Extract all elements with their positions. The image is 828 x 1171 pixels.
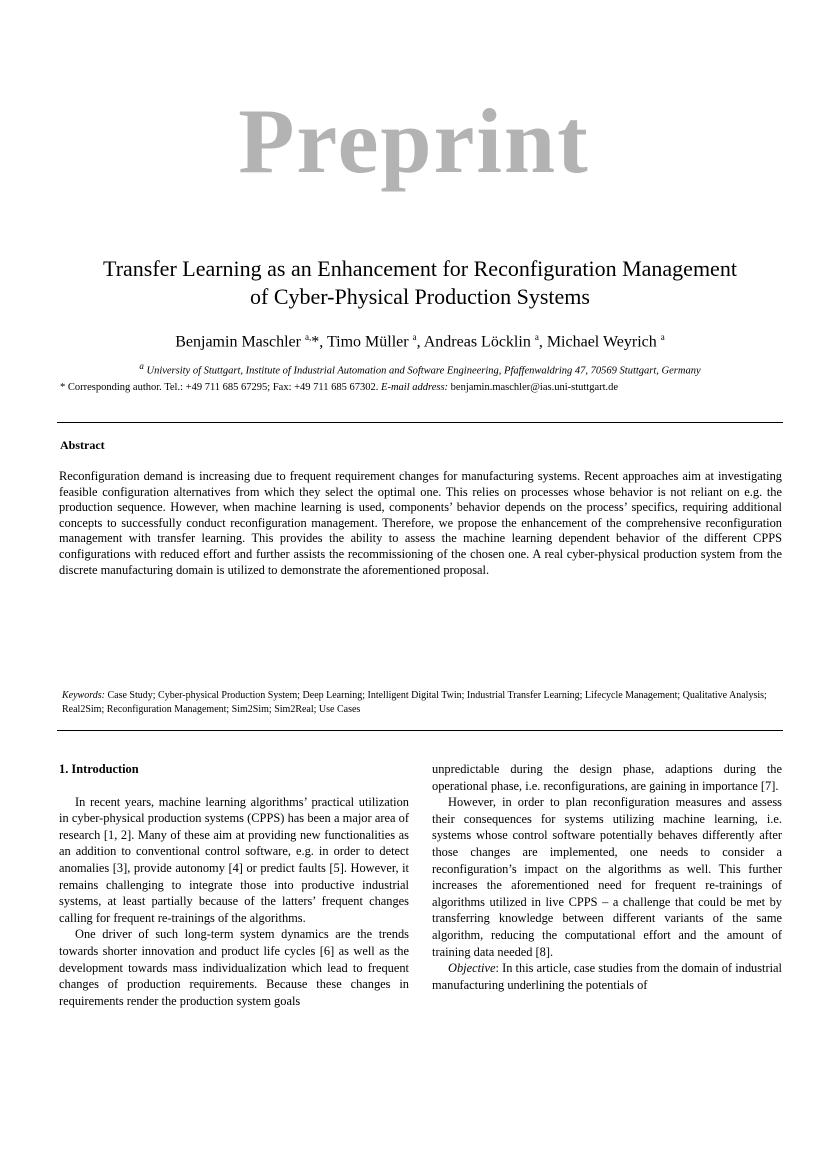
keywords — [62, 689, 782, 717]
email-label: E-mail address: — [381, 382, 449, 393]
abstract-text: Reconfiguration demand is increasing due to frequent requirement changes for manufacturing systems. Recent approaches aim at investigating feasible configuration alternatives from which they select the optimal one. This relies on processes whose behavior is not reliant on e.g. the production sequence. However, when machine learning is used, components’ behavior depends on the process’ specifics, requiring additional concepts to successfully conduct reconfiguration management. Therefore, we propose the enhancement of the comprehensive reconfiguration management with transfer learning. This provides the ability to assess the machine learning dependent behavior of the different CPPS configurations with reduced effort and further assists the recommissioning of the chosen one. A real cyber-physical production system from the discrete manufacturing domain is utilized to demonstrate the aforementioned proposal. — [59, 469, 782, 577]
affiliation-sup: a — [139, 361, 144, 371]
paragraph: One driver of such long-term system dynamics are the trends towards shorter innovation and product life cycles [6] as well as the development towards mass individualization which lead to frequent changes of production requirements. Because these changes in requirements render the production system goals — [59, 927, 409, 1008]
author-sup: a — [534, 332, 539, 342]
divider-bottom — [57, 730, 783, 731]
paragraph: unpredictable during the design phase, adaptions during the operational phase, i.e. reconfigurations, are gaining in importance [7]. — [432, 762, 782, 793]
author-name: Benjamin Maschler — [175, 333, 301, 351]
divider-top — [57, 422, 783, 423]
paragraph — [432, 960, 782, 993]
keywords-text: Case Study; Cyber-physical Production System; Deep Learning; Intelligent Digital Twin; Industrial Transfer Learning; Lifecycle Management; Qualitative Analysis; Real2Sim; Reconfiguration Management; Sim2Sim; Sim2Real; Use Cases — [62, 690, 767, 715]
title-line-1: Transfer Learning as an Enhancement for Reconfiguration Management — [103, 256, 737, 281]
left-column — [59, 761, 409, 1009]
author-name: Timo Müller — [326, 333, 409, 351]
paper-title — [60, 255, 780, 311]
title-line-2: of Cyber-Physical Production Systems — [250, 284, 590, 309]
keywords-label: Keywords: — [62, 690, 105, 701]
objective-label: Objective — [448, 961, 496, 976]
corresponding-mark: * — [311, 333, 320, 351]
author-name: Michael Weyrich — [546, 333, 657, 351]
section-heading-introduction: 1. Introduction — [59, 762, 139, 776]
corresponding-text: * Corresponding author. Tel.: +49 711 685 67295; Fax: +49 711 685 67302. — [60, 382, 379, 393]
author-sup: a — [660, 332, 665, 342]
right-column — [432, 761, 782, 993]
abstract-heading: Abstract — [60, 438, 105, 452]
author-name: Andreas Löcklin — [423, 333, 531, 351]
email-address: benjamin.maschler@ias.uni-stuttgart.de — [450, 382, 619, 393]
affiliation — [60, 359, 780, 379]
author-list: Benjamin Maschler $^{a,}$*, Timo Müller $^a$, Andreas Löcklin $^a$, Michael Weyrich $^a$ — [175, 332, 665, 351]
paragraph: However, in order to plan reconfiguration measures and assess their consequences for systems utilizing machine learning, i.e. systems whose control software potentially behaves differently after those changes are implemented, one needs to consider a reconfiguration’s impact on the algorithms as well. This further increases the aforementioned need for frequent re-trainings of algorithms utilized in live CPPS – a challenge that could be met by transferring knowledge between different variants of the same algorithm, reducing the computational effort and the amount of training data needed [8]. — [432, 795, 782, 959]
preprint-watermark: Preprint — [238, 90, 590, 192]
affiliation-text: University of Stuttgart, Institute of Industrial Automation and Software Engineering, Pfaffenwaldring 47, 70569 Stuttgart, Germany — [146, 365, 701, 377]
corresponding-author — [60, 381, 780, 395]
author-sup: a, — [304, 332, 312, 342]
objective-text: : In this article, case studies from the domain of industrial manufacturing underlining the potentials of — [432, 961, 782, 992]
author-sup: a — [412, 332, 417, 342]
paragraph: In recent years, machine learning algorithms’ practical utilization in cyber-physical production systems (CPPS) has been a major area of research [1, 2]. Many of these aim at providing new functionalities as an addition to conventional control software, e.g. in order to detect anomalies [3], provide autonomy [4] or predict faults [5]. However, it remains challenging to integrate those into productive industrial systems, at least partially because of the latters’ frequent changes calling for frequent re-trainings of the algorithms. — [59, 794, 409, 925]
